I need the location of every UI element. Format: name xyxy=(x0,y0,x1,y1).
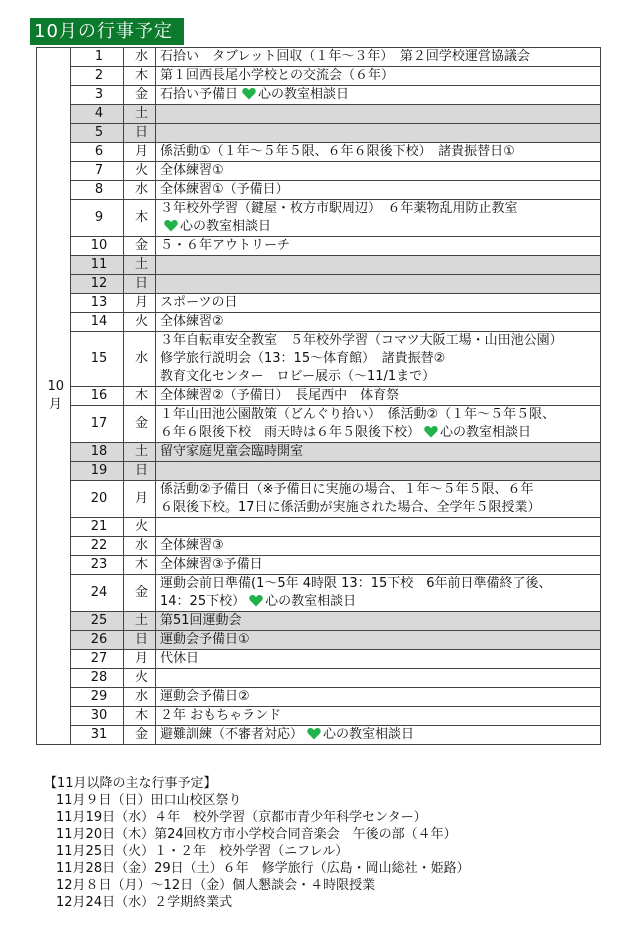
event-line xyxy=(160,537,600,555)
weekday: 月 xyxy=(124,650,156,669)
event-cell xyxy=(156,726,601,745)
day-number: 10 xyxy=(71,237,124,256)
event-line xyxy=(160,481,600,499)
event-line xyxy=(160,162,600,180)
upcoming-title: 【11月以降の主な行事予定】 xyxy=(44,776,217,791)
event-text: 避難訓練（不審者対応） xyxy=(160,727,304,742)
event-cell xyxy=(156,332,601,387)
event-cell xyxy=(156,200,601,237)
schedule-row xyxy=(37,462,601,481)
event-cell xyxy=(156,575,601,612)
event-text: 教育文化センター ロビー展示（～11/1まで） xyxy=(160,369,436,384)
event-cell xyxy=(156,537,601,556)
heart-icon xyxy=(164,219,178,232)
event-text: ３年自転車安全教室 ５年校外学習（コマツ大阪工場・山田池公園） xyxy=(160,333,563,348)
event-text: 全体練習②（予備日） 長尾西中 体育祭 xyxy=(160,388,400,403)
event-cell xyxy=(156,612,601,631)
event-cell xyxy=(156,462,601,481)
day-number: 18 xyxy=(71,443,124,462)
event-text: 修学旅行説明会（13：15～体育館） 諸貴振替② xyxy=(160,351,446,366)
upcoming-item: 11月25日（火）１・２年 校外学習（ニフレル） xyxy=(56,844,349,859)
upcoming-item: 11月19日（水）４年 校外学習（京都市青少年科学センター） xyxy=(56,810,427,825)
schedule-row xyxy=(37,406,601,443)
event-line xyxy=(160,48,600,66)
weekday: 月 xyxy=(124,143,156,162)
event-line xyxy=(160,593,600,611)
schedule-row xyxy=(37,86,601,105)
event-text: 心の教室相談日 xyxy=(258,87,350,102)
event-line xyxy=(160,556,600,574)
event-cell xyxy=(156,650,601,669)
event-text: １年山田池公園散策（どんぐり拾い） 係活動②（１年～５年５限、 xyxy=(160,407,556,422)
upcoming-item: 12月24日（水）２学期終業式 xyxy=(56,895,233,910)
schedule-row xyxy=(37,556,601,575)
day-number: 15 xyxy=(71,332,124,387)
schedule-row xyxy=(37,294,601,313)
weekday: 火 xyxy=(124,162,156,181)
day-number: 4 xyxy=(71,105,124,124)
event-text: ３年校外学習（鍵屋・枚方市駅周辺） ６年薬物乱用防止教室 xyxy=(160,201,518,216)
day-number: 3 xyxy=(71,86,124,105)
event-text: 全体練習③ xyxy=(160,538,224,553)
event-text: スポーツの日 xyxy=(160,295,238,310)
upcoming-item: 11月20日（木）第24回枚方市小学校合同音楽会 午後の部（４年） xyxy=(56,827,457,842)
event-line xyxy=(160,612,600,630)
day-number: 5 xyxy=(71,124,124,143)
day-number: 6 xyxy=(71,143,124,162)
weekday: 火 xyxy=(124,313,156,332)
schedule-row xyxy=(37,105,601,124)
schedule-row xyxy=(37,332,601,387)
event-text: 全体練習①（予備日） xyxy=(160,182,289,197)
weekday: 水 xyxy=(124,688,156,707)
event-text: 全体練習③予備日 xyxy=(160,557,263,572)
event-cell xyxy=(156,313,601,332)
event-text: 石拾い予備日 xyxy=(160,87,239,102)
weekday: 水 xyxy=(124,332,156,387)
schedule-row xyxy=(37,631,601,650)
heart-icon xyxy=(249,594,263,607)
upcoming-item: 11月９日（日）田口山校区祭り xyxy=(56,793,242,808)
schedule-row xyxy=(37,387,601,406)
weekday: 金 xyxy=(124,237,156,256)
event-text: 全体練習① xyxy=(160,163,224,178)
schedule-row xyxy=(37,575,601,612)
day-number: 21 xyxy=(71,518,124,537)
event-cell xyxy=(156,631,601,650)
event-cell xyxy=(156,406,601,443)
day-number: 12 xyxy=(71,275,124,294)
event-line xyxy=(160,424,600,442)
schedule-row xyxy=(37,707,601,726)
day-number: 9 xyxy=(71,200,124,237)
schedule-row xyxy=(37,669,601,688)
event-line xyxy=(160,575,600,593)
day-number: 24 xyxy=(71,575,124,612)
day-number: 7 xyxy=(71,162,124,181)
day-number: 30 xyxy=(71,707,124,726)
event-text: 第１回西長尾小学校との交流会（６年） xyxy=(160,68,395,83)
event-line xyxy=(160,499,600,517)
schedule-row xyxy=(37,275,601,294)
weekday: 金 xyxy=(124,86,156,105)
day-number: 11 xyxy=(71,256,124,275)
schedule-row xyxy=(37,162,601,181)
schedule-row xyxy=(37,518,601,537)
day-number: 14 xyxy=(71,313,124,332)
schedule-row xyxy=(37,537,601,556)
event-text: 運動会前日準備(1～5年 4時限 13：15下校 6年前日準備終了後、 xyxy=(160,576,552,591)
event-cell xyxy=(156,443,601,462)
event-text: ６限後下校。17日に係活動が実施された場合、全学年５限授業） xyxy=(160,500,541,515)
month-cell xyxy=(37,48,71,745)
schedule-row xyxy=(37,688,601,707)
event-cell xyxy=(156,162,601,181)
event-text: 第51回運動会 xyxy=(160,613,242,628)
event-cell xyxy=(156,556,601,575)
event-cell xyxy=(156,256,601,275)
event-cell xyxy=(156,67,601,86)
day-number: 13 xyxy=(71,294,124,313)
event-cell xyxy=(156,237,601,256)
weekday: 月 xyxy=(124,294,156,313)
schedule-row xyxy=(37,256,601,275)
weekday: 金 xyxy=(124,406,156,443)
upcoming-item: 11月28日（金）29日（土）６年 修学旅行（広島・岡山総社・姫路） xyxy=(56,861,470,876)
event-cell xyxy=(156,387,601,406)
event-cell xyxy=(156,707,601,726)
event-line xyxy=(160,181,600,199)
event-line xyxy=(160,726,600,744)
schedule-row xyxy=(37,200,601,237)
event-line xyxy=(160,387,600,405)
page-title: 10月の行事予定 xyxy=(30,18,184,45)
day-number: 28 xyxy=(71,669,124,688)
schedule-row xyxy=(37,143,601,162)
schedule-row xyxy=(37,237,601,256)
event-cell xyxy=(156,124,601,143)
heart-icon xyxy=(242,87,256,100)
event-line xyxy=(160,650,600,668)
event-line xyxy=(160,237,600,255)
weekday: 日 xyxy=(124,462,156,481)
day-number: 16 xyxy=(71,387,124,406)
event-cell xyxy=(156,518,601,537)
day-number: 31 xyxy=(71,726,124,745)
schedule-row xyxy=(37,650,601,669)
day-number: 17 xyxy=(71,406,124,443)
weekday: 木 xyxy=(124,707,156,726)
event-cell xyxy=(156,275,601,294)
weekday: 金 xyxy=(124,575,156,612)
event-line xyxy=(160,406,600,424)
schedule-row xyxy=(37,726,601,745)
weekday: 水 xyxy=(124,181,156,200)
upcoming-events xyxy=(44,775,470,911)
weekday: 日 xyxy=(124,631,156,650)
day-number: 8 xyxy=(71,181,124,200)
weekday: 木 xyxy=(124,556,156,575)
schedule-table xyxy=(36,47,601,745)
heart-icon xyxy=(424,425,438,438)
weekday: 火 xyxy=(124,518,156,537)
event-text: 代休日 xyxy=(160,651,200,666)
weekday: 木 xyxy=(124,67,156,86)
event-cell xyxy=(156,48,601,67)
event-cell xyxy=(156,481,601,518)
weekday: 土 xyxy=(124,105,156,124)
event-line xyxy=(160,688,600,706)
day-number: 20 xyxy=(71,481,124,518)
weekday: 土 xyxy=(124,443,156,462)
day-number: 19 xyxy=(71,462,124,481)
weekday: 土 xyxy=(124,256,156,275)
weekday: 月 xyxy=(124,481,156,518)
weekday: 木 xyxy=(124,200,156,237)
schedule-row xyxy=(37,181,601,200)
event-cell xyxy=(156,105,601,124)
day-number: 25 xyxy=(71,612,124,631)
event-text: 心の教室相談日 xyxy=(323,727,415,742)
event-cell xyxy=(156,86,601,105)
event-text: 14：25下校） xyxy=(160,594,246,609)
day-number: 2 xyxy=(71,67,124,86)
event-line xyxy=(160,368,600,386)
weekday: 日 xyxy=(124,124,156,143)
day-number: 22 xyxy=(71,537,124,556)
schedule-row xyxy=(37,612,601,631)
schedule-row xyxy=(37,313,601,332)
event-text: 心の教室相談日 xyxy=(180,219,272,234)
weekday: 日 xyxy=(124,275,156,294)
event-line xyxy=(160,218,600,236)
event-line xyxy=(160,294,600,312)
event-cell xyxy=(156,294,601,313)
day-number: 23 xyxy=(71,556,124,575)
schedule-row xyxy=(37,124,601,143)
day-number: 1 xyxy=(71,48,124,67)
heart-icon xyxy=(307,727,321,740)
weekday: 土 xyxy=(124,612,156,631)
event-text: ２年 おもちゃランド xyxy=(160,708,282,723)
event-text: 全体練習② xyxy=(160,314,224,329)
event-text: 係活動②予備日（※予備日に実施の場合、１年～５年５限、６年 xyxy=(160,482,534,497)
weekday: 金 xyxy=(124,726,156,745)
day-number: 29 xyxy=(71,688,124,707)
schedule-row xyxy=(37,443,601,462)
event-line xyxy=(160,332,600,350)
event-text: ６年６限後下校 雨天時は６年５限後下校） xyxy=(160,425,421,440)
event-line xyxy=(160,707,600,725)
event-text: 石拾い タブレット回収（１年～３年） 第２回学校運営協議会 xyxy=(160,49,530,64)
weekday: 水 xyxy=(124,48,156,67)
weekday: 水 xyxy=(124,537,156,556)
month-label: 10月 xyxy=(47,379,65,412)
weekday: 火 xyxy=(124,669,156,688)
schedule-row xyxy=(37,67,601,86)
event-line xyxy=(160,200,600,218)
day-number: 27 xyxy=(71,650,124,669)
event-line xyxy=(160,350,600,368)
upcoming-item: 12月８日（月）～12日（金）個人懇談会・４時限授業 xyxy=(56,878,376,893)
event-text: 係活動①（１年～５年５限、６年６限後下校） 諸貴振替日① xyxy=(160,144,515,159)
event-text: 心の教室相談日 xyxy=(265,594,357,609)
schedule-row xyxy=(37,48,601,67)
event-text: 運動会予備日② xyxy=(160,689,250,704)
event-cell xyxy=(156,669,601,688)
event-line xyxy=(160,313,600,331)
event-text: 運動会予備日① xyxy=(160,632,250,647)
event-text: ５・６年アウトリーチ xyxy=(160,238,291,253)
event-cell xyxy=(156,143,601,162)
event-cell xyxy=(156,181,601,200)
event-line xyxy=(160,86,600,104)
event-text: 心の教室相談日 xyxy=(440,425,532,440)
event-text: 留守家庭児童会臨時開室 xyxy=(160,444,304,459)
schedule-row xyxy=(37,481,601,518)
event-line xyxy=(160,67,600,85)
event-line xyxy=(160,143,600,161)
event-line xyxy=(160,631,600,649)
event-line xyxy=(160,443,600,461)
weekday: 木 xyxy=(124,387,156,406)
day-number: 26 xyxy=(71,631,124,650)
event-cell xyxy=(156,688,601,707)
